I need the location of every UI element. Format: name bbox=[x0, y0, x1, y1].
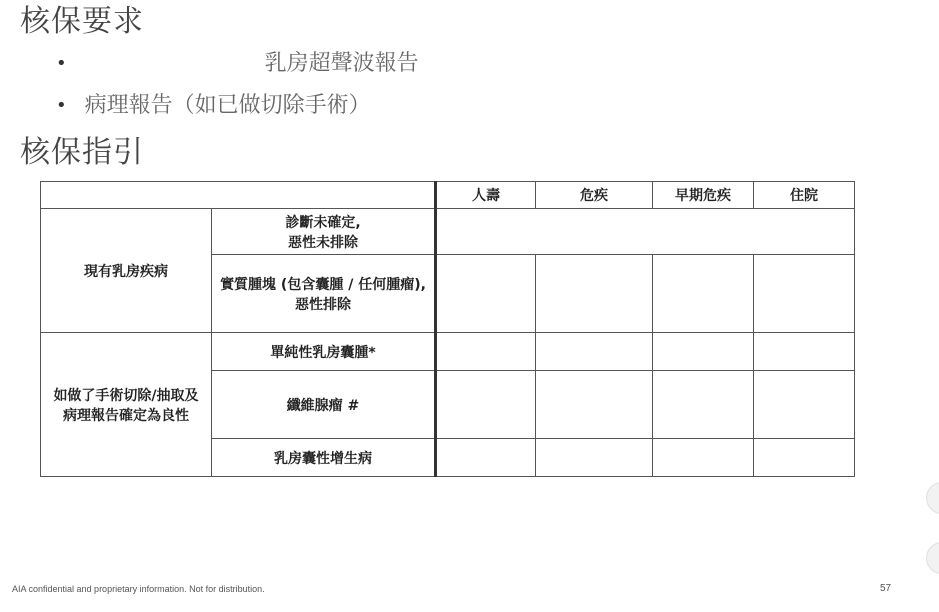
decision-cell bbox=[436, 371, 536, 439]
header-life: 人壽 bbox=[436, 182, 536, 209]
table-row bbox=[41, 333, 855, 371]
decision-cell bbox=[436, 439, 536, 477]
table-row bbox=[41, 209, 855, 255]
header-early-critical-illness: 早期危疾 bbox=[653, 182, 754, 209]
decision-cell bbox=[436, 333, 536, 371]
page-number: 57 bbox=[880, 583, 892, 594]
group-label: 現有乳房疾病 bbox=[41, 209, 212, 333]
decision-cell bbox=[754, 333, 855, 371]
condition-label: 診斷未確定, 惡性未排除 bbox=[212, 209, 436, 255]
decision-cell bbox=[653, 333, 754, 371]
bullet-ultrasound-report bbox=[56, 50, 419, 78]
decision-cell bbox=[536, 255, 653, 333]
underwriting-guideline-table bbox=[40, 181, 855, 477]
condition-label: 纖維腺瘤 # bbox=[212, 371, 436, 439]
decision-cell bbox=[653, 371, 754, 439]
decision-cell bbox=[653, 255, 754, 333]
heading-requirements: 核保要求 bbox=[20, 4, 144, 39]
decision-cell bbox=[536, 371, 653, 439]
bullet-dot-icon: • bbox=[56, 53, 67, 74]
group-label: 如做了手術切除/抽取及 病理報告確定為良性 bbox=[41, 333, 212, 477]
table-header-blank bbox=[41, 182, 436, 209]
bullet-text: 乳房超聲波報告 bbox=[264, 51, 419, 76]
header-critical-illness: 危疾 bbox=[536, 182, 653, 209]
condition-label: 單純性乳房囊腫* bbox=[212, 333, 436, 371]
decision-cell bbox=[536, 333, 653, 371]
condition-label: 實質腫塊 (包含囊腫 / 任何腫瘤), 惡性排除 bbox=[212, 255, 436, 333]
condition-label: 乳房囊性增生病 bbox=[212, 439, 436, 477]
decision-cell bbox=[653, 439, 754, 477]
table-header-row bbox=[41, 182, 855, 209]
decision-cell bbox=[436, 255, 536, 333]
footer-confidential-notice: AIA confidential and proprietary information. Not for distribution. bbox=[12, 584, 265, 594]
header-hospitalization: 住院 bbox=[754, 182, 855, 209]
edge-control-circle[interactable] bbox=[926, 542, 939, 574]
decision-cell bbox=[536, 439, 653, 477]
decision-cell bbox=[754, 255, 855, 333]
bullet-text: 病理報告（如已做切除手術） bbox=[84, 93, 371, 118]
decision-cell bbox=[754, 439, 855, 477]
redacted-region bbox=[85, 53, 235, 75]
decision-cell bbox=[754, 371, 855, 439]
decision-cell bbox=[436, 209, 855, 255]
heading-guidelines: 核保指引 bbox=[20, 135, 144, 170]
edge-control-circle[interactable] bbox=[926, 482, 939, 514]
bullet-dot-icon: • bbox=[56, 95, 67, 116]
bullet-pathology-report bbox=[56, 92, 371, 120]
